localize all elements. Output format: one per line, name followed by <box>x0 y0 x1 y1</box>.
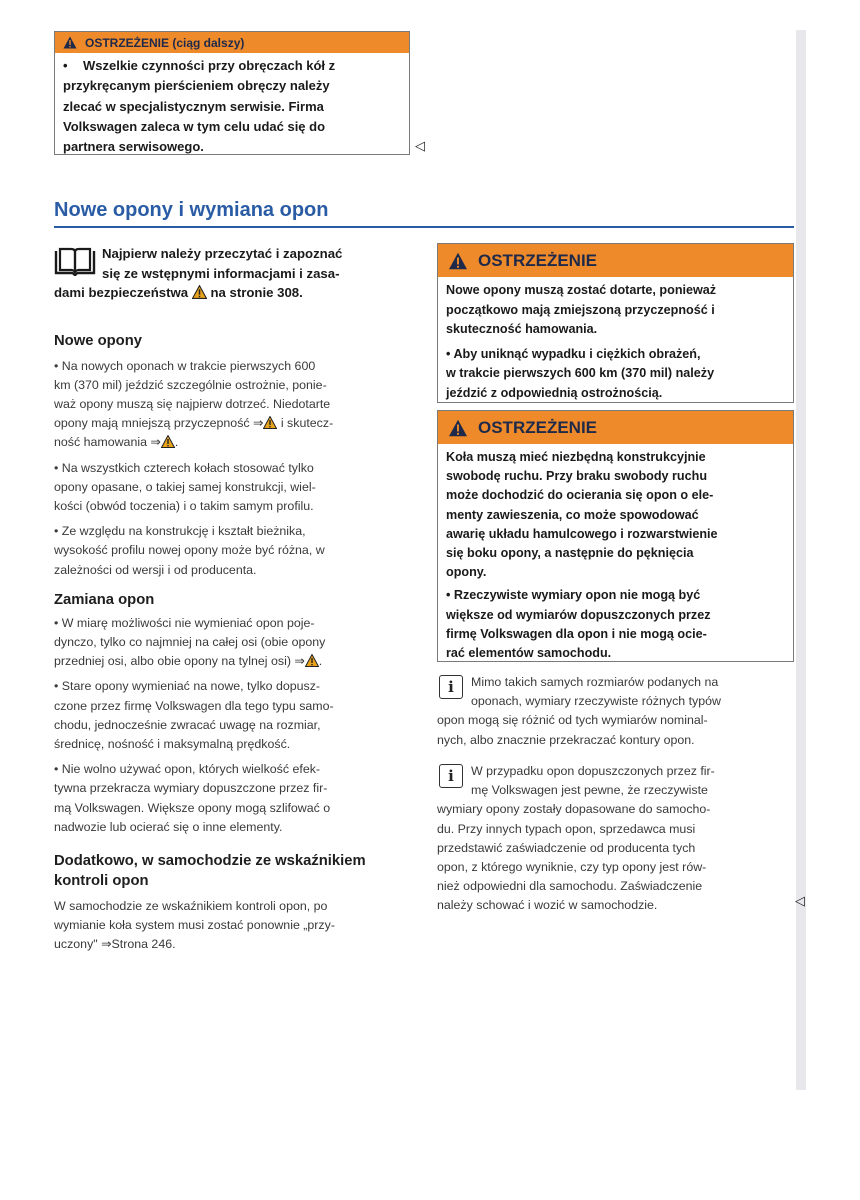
text-line: • Na wszystkich czterech kołach stosować tylko <box>54 460 314 475</box>
text-line: nadwozie lub ocierać się o inne elementy. <box>54 819 283 834</box>
warning-line: swobodę ruchu. Przy braku swobody ruchu <box>446 469 708 484</box>
open-book-icon <box>54 246 96 278</box>
warning-line: przykręcanym pierścieniem obręczy należy <box>63 78 330 94</box>
info-line: opon, z którego wyniknie, czy typ opony jest rów- <box>437 860 707 875</box>
warning-line: awarię układu hamulcowego i rozwarstwienie <box>446 526 718 541</box>
info-line: nież odpowiedni dla samochodu. Zaświadczenie <box>437 879 703 894</box>
warning-line: może dochodzić do ocierania się opon o ele- <box>446 488 714 503</box>
warning-line: Volkswagen zaleca w tym celu udać się do <box>63 118 326 134</box>
text-line: . <box>318 654 323 669</box>
text-line: opony opasane, o takiej samej konstrukcji, wiel- <box>54 479 316 494</box>
text-line: • Nie wolno używać opon, których wielkość efek- <box>54 762 321 777</box>
warning-continued-box <box>54 31 410 155</box>
warning-line: opony. <box>446 565 487 580</box>
info-icon: i <box>439 675 463 699</box>
warning-line: Koła muszą mieć niezbędną konstrukcyjnie <box>446 450 706 464</box>
warning-line: jeździć z odpowiednią ostrożnością. <box>446 385 663 400</box>
text-line: dynczo, tylko co najmniej na całej osi (obie opony <box>54 634 326 649</box>
heading-line: kontroli opon <box>54 872 149 889</box>
warning-box-clearance <box>437 410 794 662</box>
end-of-section-mark: ◁ <box>795 893 805 908</box>
left-column <box>54 244 410 961</box>
text-line: wymianie koła system musi zostać ponownie „przy- <box>54 918 335 933</box>
warning-line: zlecać w specjalistycznym serwisie. Firma <box>63 98 324 114</box>
intro-line: dami bezpieczeństwa <box>54 285 192 300</box>
heading-line: Dodatkowo, w samochodzie ze wskaźnikiem <box>54 852 366 869</box>
info-line: nych, albo znacznie przekraczać kontury opon. <box>437 732 695 747</box>
warning-line: Nowe opony muszą zostać dotarte, ponieważ <box>446 283 717 297</box>
warning-line: w trakcie pierwszych 600 km (370 mil) należy <box>446 366 715 380</box>
paragraph <box>54 677 410 754</box>
warning-title: OSTRZEŻENIE <box>478 250 598 270</box>
warning-triangle-icon[interactable] <box>263 416 277 429</box>
paragraph <box>54 357 410 453</box>
end-of-section-mark: ◁ <box>415 138 425 153</box>
text-line: przedniej osi, albo obie opony na tylnej osi) ⇒ <box>54 654 305 669</box>
info-line: Mimo takich samych rozmiarów podanych na <box>471 675 719 689</box>
warning-line: większe od wymiarów dopuszczonych przez <box>446 607 711 622</box>
info-line: wymiary opony zostały dopasowane do samocho- <box>437 802 711 817</box>
bullet: • <box>63 58 68 73</box>
text-line: opony mają mniejszą przyczepność ⇒ <box>54 416 264 431</box>
text-line: • Stare opony wymieniać na nowe, tylko dopusz- <box>54 679 321 694</box>
heading-nowe-opony: Nowe opony <box>54 332 142 349</box>
warning-line: menty zawieszenia, co może spowodować <box>446 507 699 522</box>
text-line: W samochodzie ze wskaźnikiem kontroli opon, po <box>54 898 328 913</box>
text-line: chodu, jednocześnie zwracać uwagę na rozmiar, <box>54 717 321 732</box>
page-edge-strip <box>796 30 806 1090</box>
text-line: średnicę, nośność i maksymalną prędkość. <box>54 736 291 751</box>
section-title: Nowe opony i wymiana opon <box>54 199 329 221</box>
warning-box-new-tyres <box>437 243 794 403</box>
heading-zamiana-opon: Zamiana opon <box>54 591 155 608</box>
warning-line: się boku opony, a następnie do pęknięcia <box>446 546 694 561</box>
warning-text <box>55 53 409 157</box>
info-line: mę Volkswagen jest pewne, że rzeczywiste <box>471 783 708 798</box>
warning-line: • Aby uniknąć wypadku i ciężkich obrażeń, <box>446 346 701 361</box>
heading-dodatkowo <box>54 851 410 891</box>
info-line: W przypadku opon dopuszczonych przez fir- <box>471 764 715 778</box>
warning-text <box>438 444 793 663</box>
warning-title: OSTRZEŻENIE (ciąg dalszy) <box>85 35 245 50</box>
text-line: czone przez firmę Volkswagen dla tego typu samo- <box>54 698 334 713</box>
text-line: • Ze względu na konstrukcję i kształt bieżnika, <box>54 524 306 539</box>
warning-line: Wszelkie czynności przy obręczach kół z <box>83 58 336 73</box>
intro-line: się ze wstępnymi informacjami i zasa- <box>102 265 340 281</box>
warning-header <box>438 411 793 444</box>
text-line: kości (obwód toczenia) i o takim samym profilu. <box>54 498 314 513</box>
info-icon: i <box>439 764 463 788</box>
text-line: tywna przekracza wymiary dopuszczone przez fir- <box>54 781 328 796</box>
text-line: km (370 mil) jeździć szczególnie ostrożnie, ponie- <box>54 377 327 392</box>
paragraph <box>54 897 410 955</box>
warning-header <box>55 32 409 53</box>
intro-block <box>54 244 410 303</box>
info-line: należy schować i wozić w samochodzie. <box>437 898 658 913</box>
info-note <box>437 762 793 916</box>
warning-triangle-icon <box>192 285 207 299</box>
text-line: • W miarę możliwości nie wymieniać opon poje- <box>54 615 315 630</box>
warning-text <box>438 277 793 403</box>
text-line: . <box>174 435 179 450</box>
warning-header <box>438 244 793 277</box>
warning-line: partnera serwisowego. <box>63 139 204 155</box>
warning-triangle-icon <box>63 36 77 49</box>
paragraph <box>54 614 410 672</box>
intro-line: Najpierw należy przeczytać i zapoznać <box>102 246 343 261</box>
page-reference-link[interactable]: uczony" ⇒Strona 246. <box>54 937 176 952</box>
text-line: i skutecz- <box>277 416 334 431</box>
text-line: ność hamowania ⇒ <box>54 435 161 450</box>
warning-triangle-icon[interactable] <box>305 654 319 667</box>
info-line: opon mogą się różnić od tych wymiarów nominal- <box>437 713 708 728</box>
warning-line: • Rzeczywiste wymiary opon nie mogą być <box>446 588 701 603</box>
text-line: wysokość profilu nowej opony może być różna, w <box>54 543 325 558</box>
text-line: zależności od wersji i od producenta. <box>54 562 257 577</box>
warning-line: początkowo mają zmiejszoną przyczepność i <box>446 302 715 317</box>
paragraph <box>54 760 410 837</box>
warning-line: firmę Volkswagen dla opon i nie mogą ocie- <box>446 626 707 641</box>
info-line: oponach, wymiary rzeczywiste różnych typów <box>471 694 721 709</box>
info-line: przedstawić zaświadczenie od producenta tych <box>437 840 696 855</box>
warning-triangle-icon <box>448 252 468 270</box>
warning-line: rać elementów samochodu. <box>446 646 612 661</box>
warning-triangle-icon <box>448 419 468 437</box>
paragraph <box>54 522 410 580</box>
warning-triangle-icon[interactable] <box>161 435 175 448</box>
info-line: du. Przy innych typach opon, sprzedawca musi <box>437 821 696 836</box>
text-line: waż opony muszą się najpierw dotrzeć. Niedotarte <box>54 396 331 411</box>
intro-page-ref[interactable]: na stronie 308. <box>206 285 303 300</box>
paragraph <box>54 459 410 517</box>
section-rule <box>54 226 794 228</box>
text-line: mą Volkswagen. Większe opony mogą szlifować o <box>54 800 331 815</box>
text-line: • Na nowych oponach w trakcie pierwszych 600 <box>54 358 316 373</box>
warning-line: skuteczność hamowania. <box>446 322 598 336</box>
info-note <box>437 673 793 750</box>
warning-title: OSTRZEŻENIE <box>478 417 598 437</box>
